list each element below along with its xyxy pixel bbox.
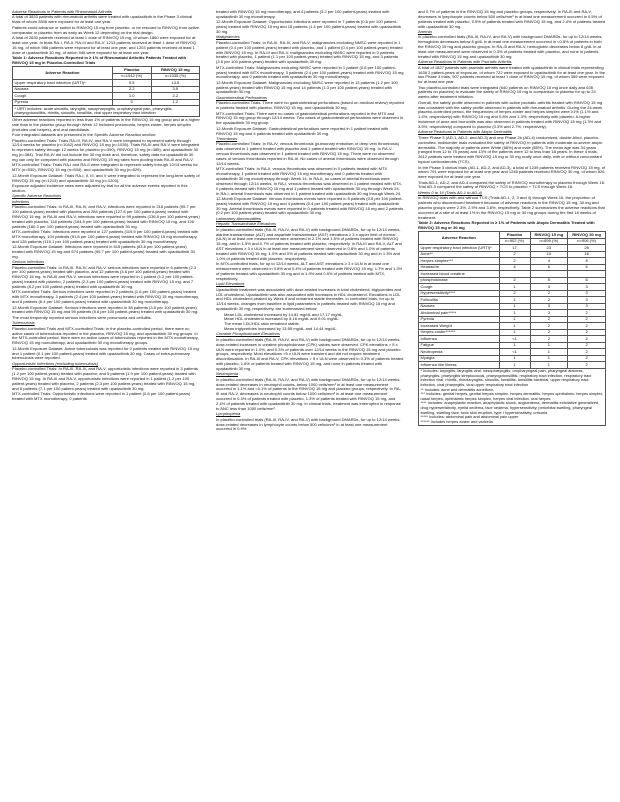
- table-cell: 1: [499, 297, 530, 304]
- table-2-caption: Table 2: Adverse Reactions Reported in ≥ 1% of Patients with Atopic Dermatitis Treated with RINVOQ 15 mg or 30 mg: [418, 220, 595, 230]
- table-cell: 2: [530, 290, 568, 297]
- subheading: Anemia: [418, 28, 432, 34]
- paragraph: 12-Month Exposure Dataset: Opportunistic infections were reported in 7 patients (0.6 per 100 patient-years) treated with RINVOQ 15 mg and 15 patients (1.4 per 100 patient-years) treated with upadacitinib 30 mg.: [216, 19, 402, 34]
- column-2: [216, 10, 404, 796]
- table-cell: 2: [499, 277, 530, 284]
- subheading: Specific Adverse Reactions: [12, 193, 62, 199]
- table-cell: 1.0: [112, 93, 151, 100]
- table-1-n-drug: n=1035 (%): [151, 73, 199, 80]
- paragraph: In placebo-controlled trials (RA-III, RA-IV, and RA-V) with background DMARDs, for up to 12/14 weeks, dose-related decreases in neutrophil counts, below 1000 cells/mm³ in at least one measurement occurred in 1.1% and <0.1% of patients in the RINVOQ 15 mg and placebo groups, respectively. In RA-III and RA-V, decreases in neutrophil counts below 1000 cells/mm³ in at least one measurement occurred in 0.3% of patients treated with placebo, 1.3% of patients treated with RINVOQ 15 mg, and 2.4% of patients treated with upadacitinib 30 mg. In clinical trials, treatment was interrupted in response to ANC less than 1000 cells/mm³.: [216, 376, 401, 411]
- table-1-footnote: * URTI includes: acute sinusitis, laryngitis, nasopharyngitis, oropharyngeal pain, pharyngitis, pharyngotonsillitis, rhinitis, sinusitis, tonsillitis, viral upper respiratory tract infection: [13, 106, 200, 117]
- table-cell: 2: [568, 336, 606, 343]
- paragraph: Placebo-controlled Trials and MTX-controlled Trials: In the placebo-controlled period, there were no active cases of tuberculosis reported in the placebo, RINVOQ 15 mg, and upadacitinib 30 mg groups. In the MTX-controlled period, there were no active cases of tuberculosis reported in the MTX monotherapy, RINVOQ 15 mg monotherapy, and upadacitinib 30 mg monotherapy groups.: [12, 325, 199, 346]
- paragraph: and 0.7% of patients in the RINVOQ 15 mg and placebo groups, respectively. In RA-III and RA-V, decreases in lymphocyte counts below 500 cells/mm³ in at least one measurement occurred in 0.5% of patients treated with placebo, 0.5% of patients treated with RINVOQ 15 mg, and 2.4% of patients treated with upadacitinib 30 mg.: [418, 10, 606, 29]
- subheading: Lipid Elevations: [216, 281, 245, 287]
- table-cell: 2.2: [112, 86, 151, 93]
- table-cell: 2: [499, 251, 530, 258]
- paragraph: The most frequently reported serious infections were pneumonia and cellulitis.: [12, 314, 152, 320]
- table-cell: 1: [499, 316, 530, 323]
- table-cell: 3.5: [151, 86, 199, 93]
- table-1-header-reaction: Adverse Reaction: [13, 67, 113, 80]
- paragraph: In placebo-controlled trials (RA-III, RA-IV, and RA-V) with background DMARDs, for up to 12/14 weeks, alanine transaminase (ALT) and aspartate transaminase (AST) elevations ≥ 3 x upper limit of normal (ULN) in at least one measurement were observed in 2.1% and 1.5% of patients treated with RINVOQ 15 mg, and in 1.5% and 0.7% of patients treated with placebo, respectively. In RA-III and RA-V, ALT and AST elevations ≥ 3 x ULN in at least one measurement were observed in 0.8% and 1.0% of patients treated with RINVOQ 15 mg, 1.0% and 0% of patients treated with upadacitinib 30 mg and in 1.3% and 1.0% of patients treated with placebo, respectively.: [216, 226, 402, 261]
- table-cell: 13.5: [151, 80, 199, 87]
- table-2-footnotes: [419, 368, 606, 425]
- list-item: • Mean HDL cholesterol increased by 8.16 mg/dL and 9.01 mg/dL.: [224, 317, 404, 322]
- paragraph: MTX-controlled Trials: In RA-II, venous thrombosis was observed in 0 patients treated with MTX monotherapy, 1 patient treated with RINVOQ 15 mg monotherapy and 0 patients treated with upadacitinib 30 mg monotherapy through Week 14. In RA-II, no cases of arterial thrombosis were observed through 12/14 weeks. In RA-I, venous thrombosis was observed in 1 patient treated with MTX, 0 patients treated with RINVOQ 15 mg and 1 patient treated with upadacitinib 30 mg through Week 24. In RA-I, arterial thrombosis was observed in 1 patient treated with upadacitinib 30 mg through Week 24.: [216, 166, 403, 196]
- table-cell: Acne**: [419, 251, 500, 258]
- column-1: [12, 10, 200, 796]
- paragraph: treated with RINVOQ 15 mg monotherapy, and 4 patients (3.2 per 100 patient-years) treated with upadacitinib 30 mg monotherapy.: [216, 10, 390, 19]
- table-cell: 17: [499, 245, 530, 252]
- footnote: ***** Includes: abdominal pain and abdominal pain upper: [420, 414, 519, 420]
- section-heading-psa: Adverse Reactions in Patients with Psoriatic Arthritis: [418, 59, 512, 65]
- table-cell: 2: [568, 323, 606, 330]
- subheading: Neutropenia: [216, 371, 239, 377]
- table-cell: Abdominal pain*****: [419, 310, 500, 317]
- table-cell: 2: [568, 310, 606, 317]
- table-cell: Influenza: [419, 336, 500, 343]
- subheading: Laboratory Abnormalities: [216, 215, 261, 221]
- paragraph: Placebo-controlled Trials: In RA-III, RA-IV, and RA-V, infections were reported in 218 patients (95.7 per 100 patient-years) treated with placebo and 284 patients (127.8 per 100 patient-years) treated with RINVOQ 15 mg. In RA-III and RA-V, infections were reported in 99 patients (136.5 per 100 patient-years) treated with placebo, 118 patients (164.5 per 100 patient-years) treated with RINVOQ 15 mg, and 126 patients (180.3 per 100 patient-years) treated with upadacitinib 30 mg.: [12, 204, 200, 229]
- paragraph: 12-Month Exposure Dataset: Infections were reported in 615 patients (83.8 per 100 patient-years) treated with RINVOQ 15 mg and 674 patients (99.7 per 100 patient-years) treated with upadacitinib 30 mg.: [12, 244, 195, 259]
- table-2: [418, 231, 606, 425]
- table-cell: 10: [530, 251, 568, 258]
- table-cell: <1: [499, 349, 530, 356]
- table-cell: 2: [568, 316, 606, 323]
- table-cell: Increased blood creatine: [419, 271, 500, 278]
- table-cell: 2: [568, 355, 606, 362]
- table-cell: 4: [499, 264, 530, 271]
- subheading: Lymphopenia: [216, 411, 241, 417]
- table-cell: 2: [530, 297, 568, 304]
- paragraph: Upadacitinib treatment was associated with dose-related increases in total cholesterol, triglycerides and LDL cholesterol. Upadacitinib was also associated with increases in HDL cholesterol. Elevations in LDL and HDL cholesterol peaked by Week 8 and remained stable thereafter. In controlled trials, for up to 12/14 weeks, changes from baseline in lipid parameters in patients treated with RINVOQ 15 mg and upadacitinib 30 mg, respectively, are summarized below:: [216, 286, 402, 312]
- table-cell: Pyrexia: [13, 99, 113, 106]
- table-2-header-30mg: RINVOQ 30 mg: [568, 232, 606, 239]
- table-cell: Fatigue: [419, 342, 500, 349]
- table-cell: Nausea: [419, 303, 500, 310]
- paragraph: Two placebo-controlled trials were integrated (640 patients on RINVOQ 15 mg once daily and 635 patients on placebo) to evaluate the safety of RINVOQ 15 mg in comparison to placebo for up to 24 weeks after treatment initiation.: [418, 84, 596, 100]
- table-cell: 6: [530, 264, 568, 271]
- subheading: Opportunistic Infections (excluding tuberculosis): [12, 360, 98, 366]
- table-cell: Increased Weight: [419, 323, 500, 330]
- table-cell: Myalgia: [419, 355, 500, 362]
- paragraph: Placebo-controlled Trials: In RA-III, RA-IV, and RA-V, malignancies excluding NMSC were reported in 1 patient (0.4 per 100 patient-years) treated with placebo, and 1 patient (0.4 per 100 patient-years) treated with RINVOQ 15 mg. In RA-III and RA-V, malignancies excluding NMSC were reported in 0 patients treated with placebo, 1 patient (1.1 per 100 patient-years) treated with RINVOQ 15 mg, and 3 patients (3.5 per 100 patient-years) treated with upadacitinib 30 mg.: [216, 39, 403, 65]
- table-cell: 1: [499, 303, 530, 310]
- paragraph: In placebo-controlled trials (RA-III, RA-IV, and RA-V) with background DMARDs, for up to 12/14 weeks, dose-related decreases in lymphocyte counts below 500 cells/mm³ in at least one measurement occurred in 0.9%: [216, 416, 401, 432]
- paragraph: In placebo-controlled trials (RA-III, RA-IV, and RA-V) with background DMARDs, for up to 12/14 weeks, hemoglobin decreases below 8 g/dL in at least one measurement occurred in <0.5% of patients in both the RINVOQ 15 mg and placebo groups. In RA-III and RA-V, hemoglobin decreases below 8 g/dL in at least one measurement were observed in 0.3% of patients treated with placebo, and none in patients treated with RINVOQ 15 mg and upadacitinib 30 mg.: [418, 34, 603, 59]
- subheading: Hepatic Transaminase Elevations: [216, 221, 276, 227]
- table-cell: 5: [530, 277, 568, 284]
- table-cell: 2: [499, 258, 530, 265]
- table-cell: Hypersensitivity****: [419, 290, 500, 297]
- paragraph: Exposure adjusted incidence rates were adjusted by trial for all the adverse events reported in this section.: [12, 182, 188, 193]
- column-3: [418, 10, 606, 796]
- table-cell: Upper respiratory tract infection (URTI)*: [419, 245, 500, 252]
- table-cell: 3: [530, 284, 568, 291]
- paragraph: A total of 2630 patients received at least 1 dose of RINVOQ 15 mg, of whom 1860 were exposed for at least one year. In trials RA-I, RA-II, RA-III and RA-V, 1213 patients received at least 1 dose of RINVOQ 15 mg, of which 986 patients were exposed for at least one year, and 1203 patients received at least 1 dose of upadacitinib 30 mg, of which 946 were exposed for at least one year.: [12, 35, 197, 55]
- table-cell: 1: [499, 362, 530, 369]
- table-cell: Influenza like illness: [419, 362, 500, 369]
- table-cell: 6: [568, 277, 606, 284]
- table-cell: 9.5: [112, 80, 151, 87]
- paragraph: 12-Month Exposure Dataset: Active tuberculosis was reported for 0 patients treated with RINVOQ 15 mg and 1 patient (0.1 per 100 patient-years) treated with upadacitinib 30 mg. Cases of extra-pulmonary tuberculosis were reported.: [12, 345, 199, 361]
- subheading: Tuberculosis: [12, 320, 35, 326]
- table-cell: 2: [568, 342, 606, 349]
- subheading: Serious Infections: [12, 259, 45, 265]
- section-heading-ad: Adverse Reactions in Patients with Atopic Dermatitis: [418, 129, 512, 135]
- footnote: **** Includes: anaphylactic reaction, anaphylactic shock, angioedema, dermatitis exfoliative generalized, drug hypersensitivity, eyelid oedema, face oedema, hypersensitivity, periorbital swelling, pharyngeal swelling, swelling face, toxic skin eruption, type I hypersensitivity, urticaria: [420, 400, 600, 415]
- table-cell: Folliculitis: [419, 297, 500, 304]
- paragraph: 12-Month Exposure Dataset: Malignancies excluding NMSC were reported in 13 patients (1.2 per 100 patient-years) treated with RINVOQ 15 mg and 14 patients (1.3 per 100 patient-years) treated with upadacitinib 30 mg.: [216, 79, 398, 95]
- table-cell: 1: [530, 342, 568, 349]
- table-2-n-placebo: n=902 (%): [499, 238, 530, 245]
- table-cell: Neutropenia: [419, 349, 500, 356]
- paragraph: Overall, the safety profile observed in patients with active psoriatic arthritis treated with RINVOQ 15 mg was consistent with the safety profile observed in patients with rheumatoid arthritis. During the 24-week placebo-controlled period, the frequencies of herpes zoster and herpes simplex were ≥1% (1.1% and 1.4%, respectively) with RINVOQ 15 mg and 0.8% and 1.3%, respectively with placebo. A higher incidence of acne and bronchitis was also observed in patients treated with RINVOQ 15 mg (1.3% and 3.9%, respectively) compared to placebo (0.3% and 2.7%, respectively).: [418, 99, 603, 129]
- table-cell: 1.2: [151, 99, 199, 106]
- table-1-header-placebo: Placebo: [112, 67, 151, 74]
- table-cell: Headache: [419, 264, 500, 271]
- paragraph: Placebo-controlled Trials: There were no gastrointestinal perforations (based on medical review) reported in patients treated with placebo, RINVOQ 15 mg, and upadacitinib 30 mg.: [216, 100, 404, 111]
- subheading: Infections: [12, 198, 30, 204]
- table-cell: 1: [530, 349, 568, 356]
- paragraph: Placebo-controlled Trials: In RA-III, RA-IV, and RA-V, opportunistic infections were reported in 3 patients (1.2 per 100 patient-years) treated with placebo, and 5 patients (1.9 per 100 patient-years) treated with RINVOQ 15 mg. In RA-III and RA-V, opportunistic infections were reported in 1 patient (1.2 per 100 patient-years) treated with placebo, 2 patients (2.3 per 100 patient-years) treated with RINVOQ 15 mg, and 6 patients (7.1 per 100 patient-years) treated with upadacitinib 30 mg.: [12, 366, 198, 391]
- table-cell: phosphokinase: [419, 277, 500, 284]
- table-cell: 3: [568, 284, 606, 291]
- table-cell: 25: [568, 245, 606, 252]
- paragraph: 12-Month Exposure Dataset: Serious infections were reported in 38 patients (3.5 per 100 patient-years) treated with RINVOQ 15 mg and 59 patients (5.6 per 100 patient-years) treated with upadacitinib 30 mg.: [12, 304, 199, 315]
- paragraph: A total of 1827 patients with psoriatic arthritis were treated with upadacitinib in clinical trials representing 1639.2 patient-years of exposure, of whom 722 were exposed to upadacitinib for at least one year. In the two Phase 3 trials, 907 patients received at least 1 dose of RINVOQ 15 mg, of whom 359 were exposed for at least one year.: [418, 64, 606, 85]
- table-cell: 2: [530, 323, 568, 330]
- footnote: * Includes: laryngitis, laryngitis viral, nasopharyngitis, oropharyngeal pain, pharyngeal abscess, pharyngitis, pharyngitis streptococcal, pharyngotonsillitis, respiratory tract infection, respiratory tract infection viral, rhinitis, rhinolaryngitis, sinusitis, tonsillitis, tonsillitis bacterial, upper respiratory tract infection, viral pharyngitis, viral upper respiratory tract infection: [420, 368, 592, 388]
- table-1-caption: Table 1: Adverse Reactions Reported in ≥ 1% of Rheumatoid Arthritis Patients Treated with RINVOQ 15 mg in Placebo-Controlled Trials: [12, 54, 187, 65]
- paragraph: Three Phase 3 (AD-1, AD-2, and AD-3) and one Phase 2b (AD-4) randomized, double-blind, placebo-controlled, multicenter trials evaluated the safety of RINVOQ in patients with moderate-to-severe atopic dermatitis. The majority of patients were White (68%) and male (55%). The mean age was 34 years (ranged from 12 to 75 years) and 13% of the patients were 12 to less than 18 years. In these 4 trials, 2612 patients were treated with RINVOQ 15 mg or 30 mg orally once daily, with or without concomitant topical corticosteroids (TCS).: [418, 134, 603, 165]
- table-cell: 1: [499, 284, 530, 291]
- table-cell: 2: [530, 336, 568, 343]
- paragraph: MTX-controlled Trials: There were no cases of gastrointestinal perforations reported in the MTX and RINVOQ 15 mg group through 12/14 weeks. Two cases of gastrointestinal perforations were observed in the upadacitinib 30 mg group.: [216, 110, 404, 126]
- table-cell: 2: [568, 349, 606, 356]
- paragraph: MTX-controlled Trials: Infections were reported in 127 patients (119.5 per 100 patient-years) treated with MTX monotherapy, 104 patients (91.8 per 100 patient-years) treated with RINVOQ 15 mg monotherapy, and 128 patients (115.1 per 100 patient-years) treated with upadacitinib 30 mg monotherapy.: [12, 228, 199, 244]
- table-cell: 2: [568, 362, 606, 369]
- table-cell: Cough: [419, 284, 500, 291]
- paragraph: 12-Month Exposure Dataset: Trials RA-I, II, III, and V were integrated to represent the long-term safety of RINVOQ 15 mg (n=1213) and upadacitinib 30 mg (n=1203).: [12, 172, 200, 183]
- paragraph: In MTX-controlled trials, for up to 12/14 weeks, ALT and AST elevations ≥ 3 x ULN in at least one measurement were observed in 0.8% and 0.4% of patients treated with RINVOQ 15 mg, 1.7% and 1.3% of patients treated with upadacitinib 30 mg and in 1.9% and 0.9% of patients treated with MTX, respectively.: [216, 261, 403, 281]
- paragraph: In RINVOQ trials with and without TCS (Trials AD-1, 2, 3 and 4) through Week 16, the proportion of patients who discontinued treatment because of adverse reactions in the RINVOQ 15 mg, 30 mg and placebo groups were 2.3%, 2.9% and 3.8%, respectively. Table 2 summarizes the adverse reactions that occurred at a rate of at least 1% in the RINVOQ 15 mg or 30 mg groups during the first 16 weeks of treatment.: [418, 195, 605, 220]
- paragraph: 12-Month Exposure Dataset: Gastrointestinal perforations were reported in 1 patient treated with RINVOQ 15 mg and 4 patients treated with upadacitinib 30 mg.: [216, 125, 389, 136]
- paragraph: MTX-controlled Trials: Trials RA-I and RA-II were integrated to represent safety through 12/14 weeks for MTX (n=530), RINVOQ 15 mg (n=534), and upadacitinib 30 mg (n=529).: [12, 162, 198, 173]
- table-cell: 1: [499, 323, 530, 330]
- table-cell: 1: [499, 329, 530, 336]
- table-cell: 6: [568, 264, 606, 271]
- list-item: • The mean LDL/HDL ratio remained stable.: [224, 322, 404, 327]
- table-1: [12, 66, 200, 117]
- table-cell: 1: [530, 355, 568, 362]
- subheading: Thrombosis: [216, 136, 238, 142]
- list-item: • Mean LDL cholesterol increased by 14.81 mg/dL and 17.17 mg/dL.: [224, 313, 404, 318]
- table-2-header-15mg: RINVOQ 15 mg: [530, 232, 568, 239]
- footnote: ****** Includes herpes zoster and varicella: [420, 418, 493, 424]
- paragraph: In placebo-controlled trials (RA-III, RA-IV, and RA-V) with background DMARDs, for up to 12/14 weeks, dose-related increases in creatine phosphokinase (CPK) values were observed. CPK elevations > 5 x ULN were reported in 1.0%, and 0.3% of patients over 12/14 weeks in the RINVOQ 15 mg and placebo groups, respectively. Most elevations >5 x ULN were transient and did not require treatment discontinuation. In RA-III and RA-V, CPK elevations > 5 x ULN were observed in 0.3% of patients treated with placebo, 1.6% of patients treated with RINVOQ 15 mg, and none in patients treated with upadacitinib 30 mg.: [216, 336, 404, 371]
- table-1-n-placebo: n=1042 (%): [112, 73, 151, 80]
- paragraph: MTX-controlled Trials: Serious infections were reported in 2 patients (1.6 per 100 patient-years) treated with MTX monotherapy, 3 patients (2.4 per 100 patient-years) treated with RINVOQ 15 mg monotherapy, and 8 patients (6.4 per 100 patient-years) treated with upadacitinib 30 mg monotherapy.: [12, 289, 199, 305]
- table-cell: 1: [499, 355, 530, 362]
- list-item: • Mean triglycerides increased by 13.55 mg/dL and 14.44 mg/dL.: [224, 327, 404, 332]
- table-cell: 0: [112, 99, 151, 106]
- table-cell: 8: [568, 258, 606, 265]
- table-cell: 23: [530, 245, 568, 252]
- paragraph: MTX-controlled Trials: Malignancies excluding NMSC were reported in 1 patient (0.8 per 100 patient-years) treated with MTX monotherapy, 3 patients (2.4 per 100 patient-years) treated with RINVOQ 15 mg monotherapy, and 0 patients treated with upadacitinib 30 mg monotherapy.: [216, 64, 404, 80]
- table-cell: 16: [568, 251, 606, 258]
- table-2-header-placebo: Placebo: [499, 232, 530, 239]
- footnote: *** Includes: genital herpes, genital herpes simplex, herpes dermatitis, herpes ophthalmic, herpes simplex, nasal herpes, ophthalmic herpes simplex, herpes viral infection, oral herpes: [420, 391, 604, 401]
- paragraph: 12-Month Exposure Dataset: Venous thrombosis events were reported in 5 patients (0.5 per 100 patient-years) treated with RINVOQ 15 mg and 4 patients (0.4 per 100 patient-years) treated with upadacitinib 30 mg. Arterial thrombosis events were reported in 0 patients treated with RINVOQ 15 mg and 2 patients (0.2 per 100 patient-years) treated with upadacitinib 30 mg.: [216, 195, 404, 216]
- table-cell: 2: [499, 290, 530, 297]
- table-cell: Herpes simplex***: [419, 258, 500, 265]
- paragraph: Patients could advance or switch to RINVOQ 15 mg from placebo, or be rescued to RINVOQ from active comparator or placebo from as early as Week 12 depending on the trial design.: [12, 24, 199, 35]
- table-cell: Upper respiratory tract infection (URTI)*: [13, 80, 113, 87]
- table-cell: 3: [530, 303, 568, 310]
- paragraph: A total of 3833 patients with rheumatoid arthritis were treated with upadacitinib in the Phase 3 clinical trials of whom 2806 were exposed for at least one year.: [12, 14, 193, 25]
- paragraph: Placebo-controlled Trials: Trials RA-III, RA-IV, and RA-V were integrated to represent safety through 12/14 weeks for placebo (n=1042) and RINVOQ 15 mg (n=1035). Trials RA-III and RA-V were integrated to represent safety through 12 weeks for placebo (n=390), RINVOQ 15 mg (n=385), and upadacitinib 30 mg (n=384). Trial RA-IV did not include the 30 mg dose and, therefore, safety data for upadacitinib 30 mg can only be compared with placebo and RINVOQ 15 mg rates from pooling trials RA-III and RA-V.: [12, 137, 200, 162]
- paragraph: In the Phase 3 clinical trials (AD-1, AD-2, and AD-3), a total of 1239 patients received RINVOQ 15 mg, of whom 791 were exposed for at least one year and 1246 patients received RINVOQ 30 mg, of whom 826 were exposed for at least one year.: [418, 164, 606, 180]
- table-cell: Herpes zoster******: [419, 329, 500, 336]
- table-cell: 3: [568, 290, 606, 297]
- section-heading-ra: Adverse Reactions in Patients with Rheumatoid Arthritis: [12, 10, 112, 14]
- table-cell: 3: [568, 303, 606, 310]
- table-cell: 2: [530, 316, 568, 323]
- paragraph: Placebo-controlled Trials: In RA-IV, venous thrombosis (pulmonary embolism or deep vein thrombosis) was observed in 1 patient treated with placebo and 1 patient treated with RINVOQ 15 mg. In RA-V, venous thrombosis was observed in 1 patient treated with RINVOQ 15 mg. There were no observed cases of venous thrombosis reported in RA-III. No cases of arterial thrombosis were observed through 12/14 weeks.: [216, 141, 400, 166]
- table-cell: 3: [530, 310, 568, 317]
- table-cell: 1: [499, 342, 530, 349]
- footnote: ** Includes: acne and dermatitis acneiform: [420, 386, 494, 392]
- table-cell: 2.2: [151, 93, 199, 100]
- paragraph: MTX-controlled Trials: Opportunistic infections were reported in 1 patient (0.8 per 100 patient-years) treated with MTX monotherapy, 0 patients: [12, 391, 191, 401]
- paragraph: Trials AD-1, AD-2, and AD-4 compared the safety of RINVOQ monotherapy to placebo through Week 16. Trial AD-3 compared the safety of RINVOQ + TCS to placebo + TCS through Week 16.: [418, 179, 606, 190]
- table-cell: 2: [568, 329, 606, 336]
- table-cell: Pyrexia: [419, 316, 500, 323]
- table-cell: 2: [530, 329, 568, 336]
- table-2-body: [419, 245, 606, 369]
- table-2-n-30mg: n=906 (%): [568, 238, 606, 245]
- table-2-header-reaction: Adverse Reaction: [419, 232, 500, 245]
- table-cell: 1: [530, 362, 568, 369]
- table-cell: Cough: [13, 93, 113, 100]
- table-2-n-15mg: n=899 (%): [530, 238, 568, 245]
- paragraph: Other adverse reactions reported in less than 1% of patients in the RINVOQ 15 mg group and at a higher rate than in the placebo group through Week 12 included pneumonia, herpes zoster, herpes simplex (includes oral herpes), and oral candidiasis.: [12, 117, 200, 132]
- table-cell: <1: [499, 336, 530, 343]
- table-cell: 4: [530, 258, 568, 265]
- subheading: Creatine Phosphokinase Elevations: [216, 331, 280, 337]
- paragraph: Placebo-controlled Trials: In RA-III, RA-IV, and RA-V, serious infections were reported in 6 patients (2.3 per 100 patient-years) treated with placebo, and 12 patients (4.6 per 100 patient-years) treated with RINVOQ 15 mg. In RA-III and RA-V, serious infections were reported in 1 patient (1.2 per 100 patient-years) treated with placebo, 2 patients (2.3 per 100 patient-years) treated with RINVOQ 15 mg, and 7 patients (8.2 per 100 patient-years) treated with upadacitinib 30 mg.: [12, 264, 197, 289]
- table-cell: 3: [568, 297, 606, 304]
- lipid-list: [216, 313, 404, 332]
- table-cell: Nausea: [13, 86, 113, 93]
- table-cell: 1: [499, 310, 530, 317]
- table-1-header-drug: RINVOQ 15 mg: [151, 67, 199, 74]
- subheading: Gastrointestinal Perforations: [216, 94, 268, 100]
- subheading: Malignancies: [216, 34, 240, 40]
- paragraph: Four integrated datasets are presented in the Specific Adverse Reaction section:: [12, 132, 157, 138]
- subheading: Weeks 0 to 16 (Trials AD-1 to AD-4): [418, 189, 483, 195]
